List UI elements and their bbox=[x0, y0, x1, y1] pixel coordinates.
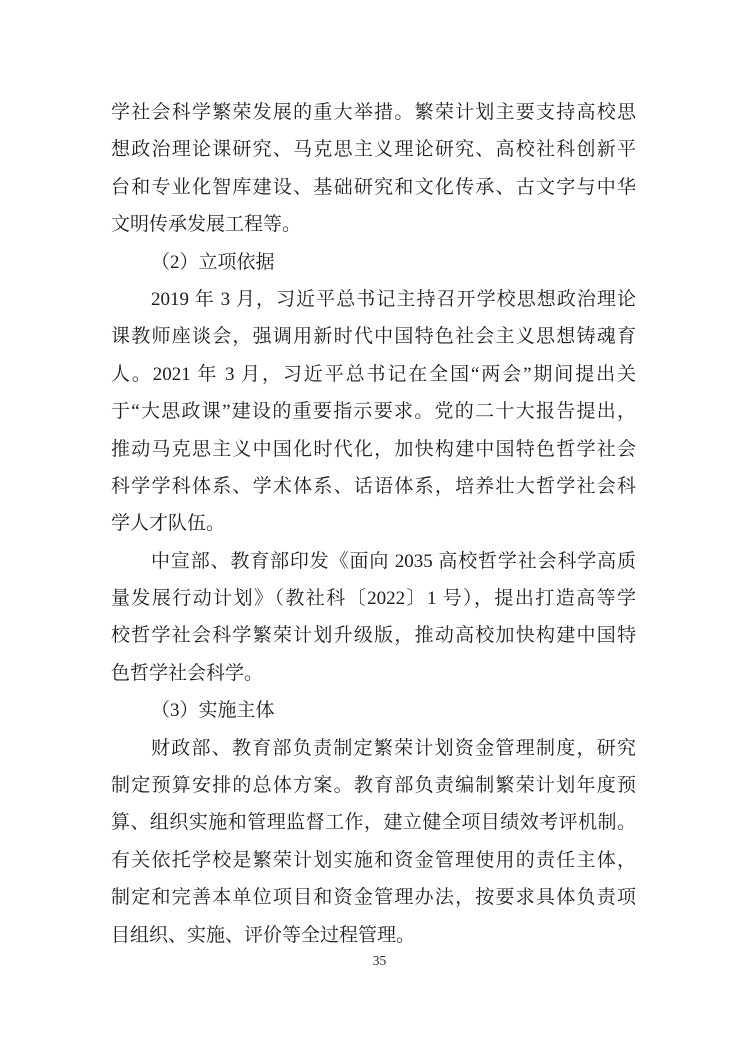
text-line: 中宣部、教育部印发《面向 2035 高校哲学社会科学高质 bbox=[151, 550, 636, 572]
text-line: 文明传承发展工程等。 bbox=[111, 214, 302, 236]
text-line: 制定和完善本单位项目和资金管理办法，按要求具体负责项 bbox=[111, 887, 636, 909]
text-line: 推动马克思主义中国化时代化，加快构建中国特色哲学社会 bbox=[111, 438, 636, 460]
text-line: 量发展行动计划》（教社科〔2022〕1 号），提出打造高等学 bbox=[111, 588, 636, 610]
text-line: 想政治理论课研究、马克思主义理论研究、高校社科创新平 bbox=[111, 139, 636, 161]
text-line: 目组织、实施、评价等全过程管理。 bbox=[111, 924, 416, 946]
text-line: 台和专业化智库建设、基础研究和文化传承、古文字与中华 bbox=[111, 176, 636, 198]
text-line: 人。2021 年 3 月，习近平总书记在全国“两会”期间提出关 bbox=[111, 363, 636, 385]
text-line: 校哲学社会科学繁荣计划升级版，推动高校加快构建中国特 bbox=[111, 625, 636, 647]
text-line: 算、组织实施和管理监督工作，建立健全项目绩效考评机制。 bbox=[111, 812, 636, 834]
text-line: 色哲学社会科学。 bbox=[111, 662, 264, 684]
text-line: 课教师座谈会，强调用新时代中国特色社会主义思想铸魂育 bbox=[111, 326, 636, 348]
page-number: 35 bbox=[372, 953, 387, 968]
text-line: 科学学科体系、学术体系、话语体系，培养壮大哲学社会科 bbox=[111, 475, 636, 497]
text-line: （3）实施主体 bbox=[151, 700, 275, 722]
text-line: 制定预算安排的总体方案。教育部负责编制繁荣计划年度预 bbox=[111, 775, 636, 797]
text-line: 2019 年 3 月，习近平总书记主持召开学校思想政治理论 bbox=[151, 288, 636, 310]
text-block bbox=[111, 94, 636, 954]
text-line: 学社会科学繁荣发展的重大举措。繁荣计划主要支持高校思 bbox=[111, 102, 636, 123]
text-line: 于“大思政课”建设的重要指示要求。党的二十大报告提出， bbox=[111, 401, 636, 423]
text-line: （2）立项依据 bbox=[151, 251, 275, 273]
text-line: 有关依托学校是繁荣计划实施和资金管理使用的责任主体， bbox=[111, 849, 636, 871]
text-line: 财政部、教育部负责制定繁荣计划资金管理制度，研究 bbox=[151, 737, 636, 759]
text-line: 学人才队伍。 bbox=[111, 513, 226, 535]
